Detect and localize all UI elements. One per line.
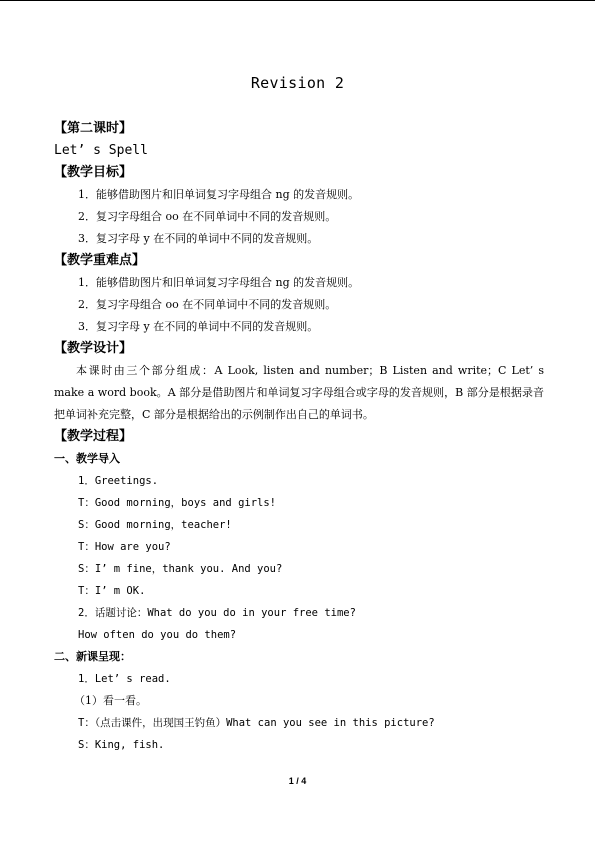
lesson-heading: 【第二课时】	[54, 121, 133, 136]
section1-heading: 一、教学导入	[54, 452, 120, 465]
design-heading: 【教学设计】	[54, 341, 133, 356]
dialogue-line: 1．Let’ s read.	[78, 673, 171, 685]
goal-item: 3．复习字母 y 在不同的单词中不同的发音规则。	[78, 232, 319, 245]
document-body	[54, 118, 544, 756]
dialogue-line: S：I’ m fine，thank you. And you?	[78, 563, 283, 575]
dialogue-line: How often do you do them?	[78, 629, 237, 641]
dialogue-line: S：King, fish.	[78, 739, 165, 751]
section2-heading: 二、新课呈现：	[54, 650, 131, 663]
dialogue-line: S：Good morning，teacher!	[78, 519, 232, 531]
goal-item: 2．复习字母组合 oo 在不同单词中不同的发音规则。	[78, 210, 337, 223]
page-number: 1 / 4	[288, 776, 307, 786]
top-rule	[0, 0, 595, 1]
step-label: （1）看一看。	[74, 694, 147, 707]
dialogue-line: T：I’ m OK.	[78, 585, 146, 597]
keypoint-item: 1．能够借助图片和旧单词复习字母组合 ng 的发音规则。	[78, 276, 360, 289]
lesson-name: Let’ s Spell	[54, 143, 148, 158]
process-heading: 【教学过程】	[54, 429, 133, 444]
goals-heading: 【教学目标】	[54, 165, 133, 180]
page-title: Revision 2	[250, 74, 345, 92]
design-paragraph: 本课时由三个部分组成：A Look, listen and number；B Listen and write；C Let’ s make a word book。A 部分是借助图片和单词复习字母组合或字母的发音规则，B 部分是根据录音把单词补充完整，C 部分是根据给出的示例制作出自己的单词书。	[54, 364, 545, 421]
goal-item: 1．能够借助图片和旧单词复习字母组合 ng 的发音规则。	[78, 188, 360, 201]
dialogue-line: 1．Greetings.	[78, 475, 159, 487]
keypoint-item: 2．复习字母组合 oo 在不同单词中不同的发音规则。	[78, 298, 337, 311]
dialogue-line: 2．话题讨论：What do you do in your free time?	[78, 607, 356, 619]
keypoint-item: 3．复习字母 y 在不同的单词中不同的发音规则。	[78, 320, 319, 333]
dialogue-line: T：Good morning，boys and girls!	[78, 497, 277, 509]
dialogue-line: T：（点击课件，出现国王钓鱼）What can you see in this picture?	[78, 717, 435, 729]
keypoints-heading: 【教学重难点】	[54, 253, 146, 268]
dialogue-line: T：How are you?	[78, 541, 171, 553]
